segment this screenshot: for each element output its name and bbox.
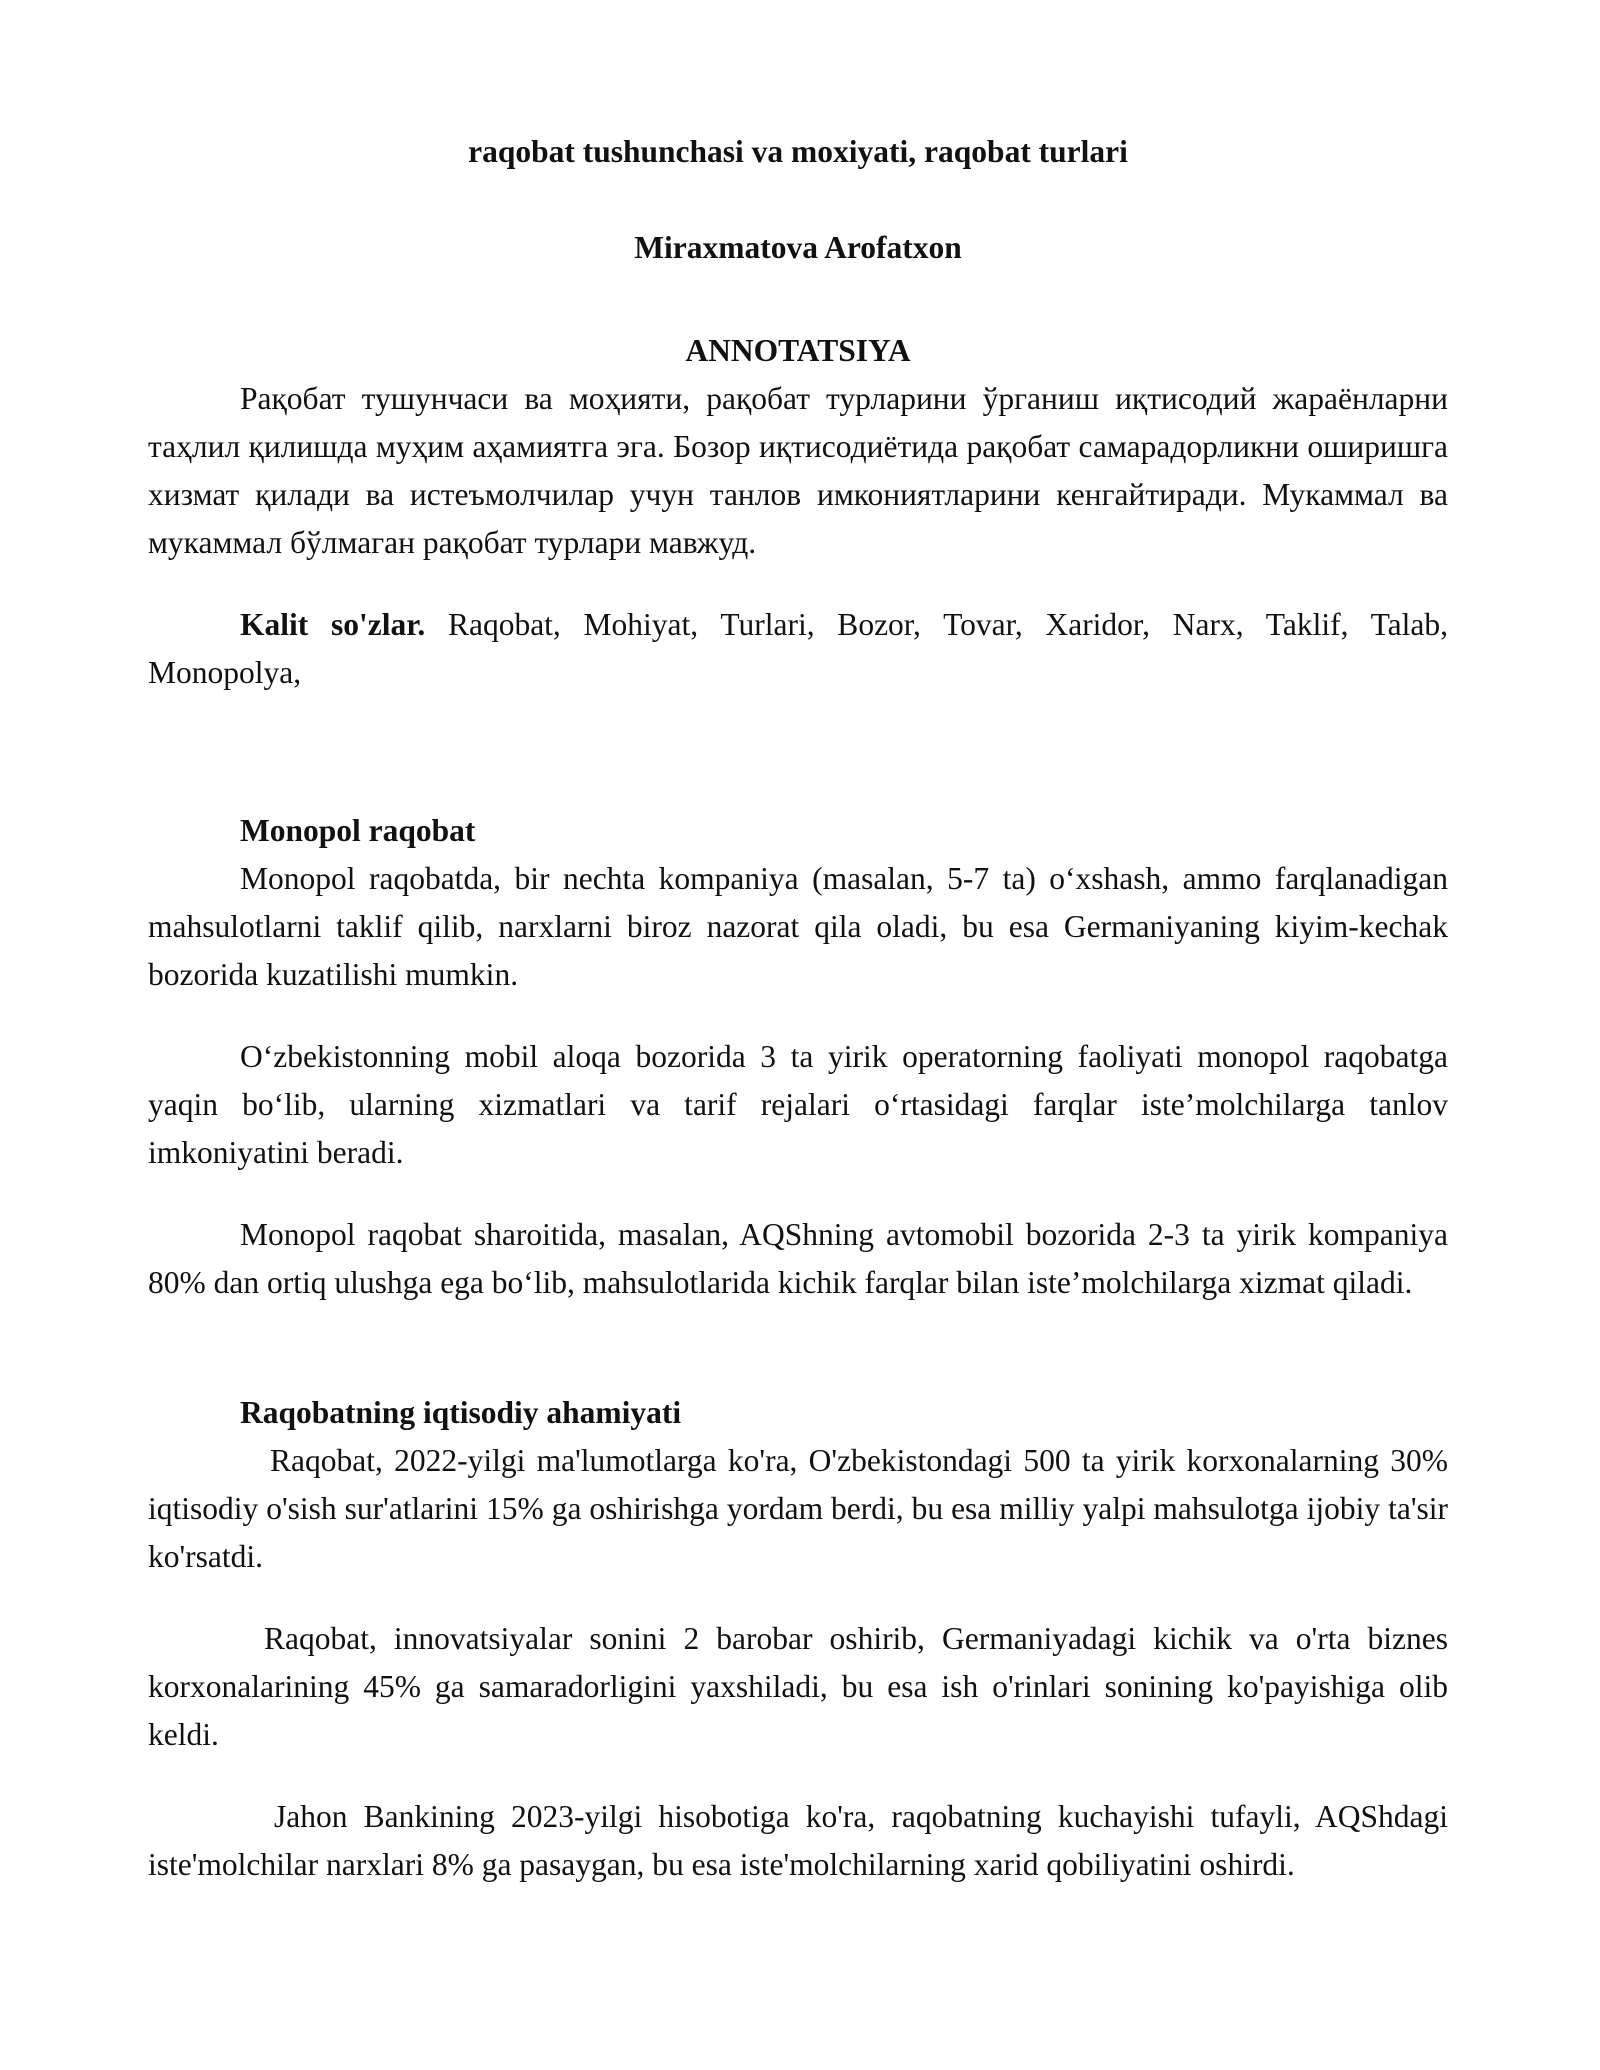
section-paragraph: Monopol raqobat sharoitida, masalan, AQShning avtomobil bozorida 2-3 ta yirik kompaniya 80% dan ortiq ulushga ega bo‘lib, mahsulotlarida kichik farqlar bilan iste’molchilarga xizmat qiladi. <box>148 1217 1448 1300</box>
section-heading-monopol-raqobat: Monopol raqobat <box>240 813 476 848</box>
keywords-label: Kalit so'zlar. <box>240 607 426 642</box>
author-name: Miraxmatova Arofatxon <box>634 230 962 265</box>
section-paragraph: Jahon Bankining 2023-yilgi hisobotiga ko'ra, raqobatning kuchayishi tufayli, AQShdagi iste'molchilar narxlari 8% ga pasaygan, bu esa iste'molchilarning xarid qobiliyatini oshirdi. <box>148 1799 1448 1882</box>
keywords-list: Raqobat, Mohiyat, Turlari, Bozor, Tovar, Xaridor, Narx, Taklif, Talab, Monopolya, <box>148 607 1449 690</box>
document-title: raqobat tushunchasi va moxiyati, raqobat turlari <box>468 134 1128 169</box>
keywords-paragraph <box>148 601 1448 697</box>
section-paragraph: Raqobat, 2022-yilgi ma'lumotlarga ko'ra, O'zbekistondagi 500 ta yirik korxonalarning 30% iqtisodiy o'sish sur'atlarini 15% ga oshirishga yordam berdi, bu esa milliy yalpi mahsulotga ijobiy ta'sir ko'rsatdi. <box>148 1443 1448 1574</box>
section-paragraph: Raqobat, innovatsiyalar sonini 2 barobar oshirib, Germaniyadagi kichik va o'rta biznes korxonalarining 45% ga samaradorligini yaxshiladi, bu esa ish o'rinlari sonining ko'payishiga olib keldi. <box>148 1621 1448 1752</box>
annotation-text: Рақобат тушунчаси ва моҳияти, рақобат турларини ўрганиш иқтисодий жараёнларни таҳлил қилишда муҳим аҳамиятга эга. Бозор иқтисодиётида рақобат самарадорликни оширишга хизмат қилади ва истеъмолчилар учун танлов имкониятларини кенгайтиради. Мукаммал ва мукаммал бўлмаган рақобат турлари мавжуд. <box>148 381 1448 560</box>
section-paragraph: O‘zbekistonning mobil aloqa bozorida 3 ta yirik operatorning faoliyati monopol raqobatga yaqin bo‘lib, ularning xizmatlari va tarif rejalari o‘rtasidagi farqlar iste’molchilarga tanlov imkoniyatini beradi. <box>148 1039 1448 1170</box>
document-body <box>148 128 1448 1889</box>
section-heading-iqtisodiy-ahamiyat: Raqobatning iqtisodiy ahamiyati <box>240 1395 682 1430</box>
annotation-heading: ANNOTATSIYA <box>685 333 911 368</box>
section-paragraph: Monopol raqobatda, bir nechta kompaniya (masalan, 5-7 ta) o‘xshash, ammo farqlanadigan mahsulotlarni taklif qilib, narxlarni biroz nazorat qila oladi, bu esa Germaniyaning kiyim-kechak bozorida kuzatilishi mumkin. <box>148 861 1448 992</box>
